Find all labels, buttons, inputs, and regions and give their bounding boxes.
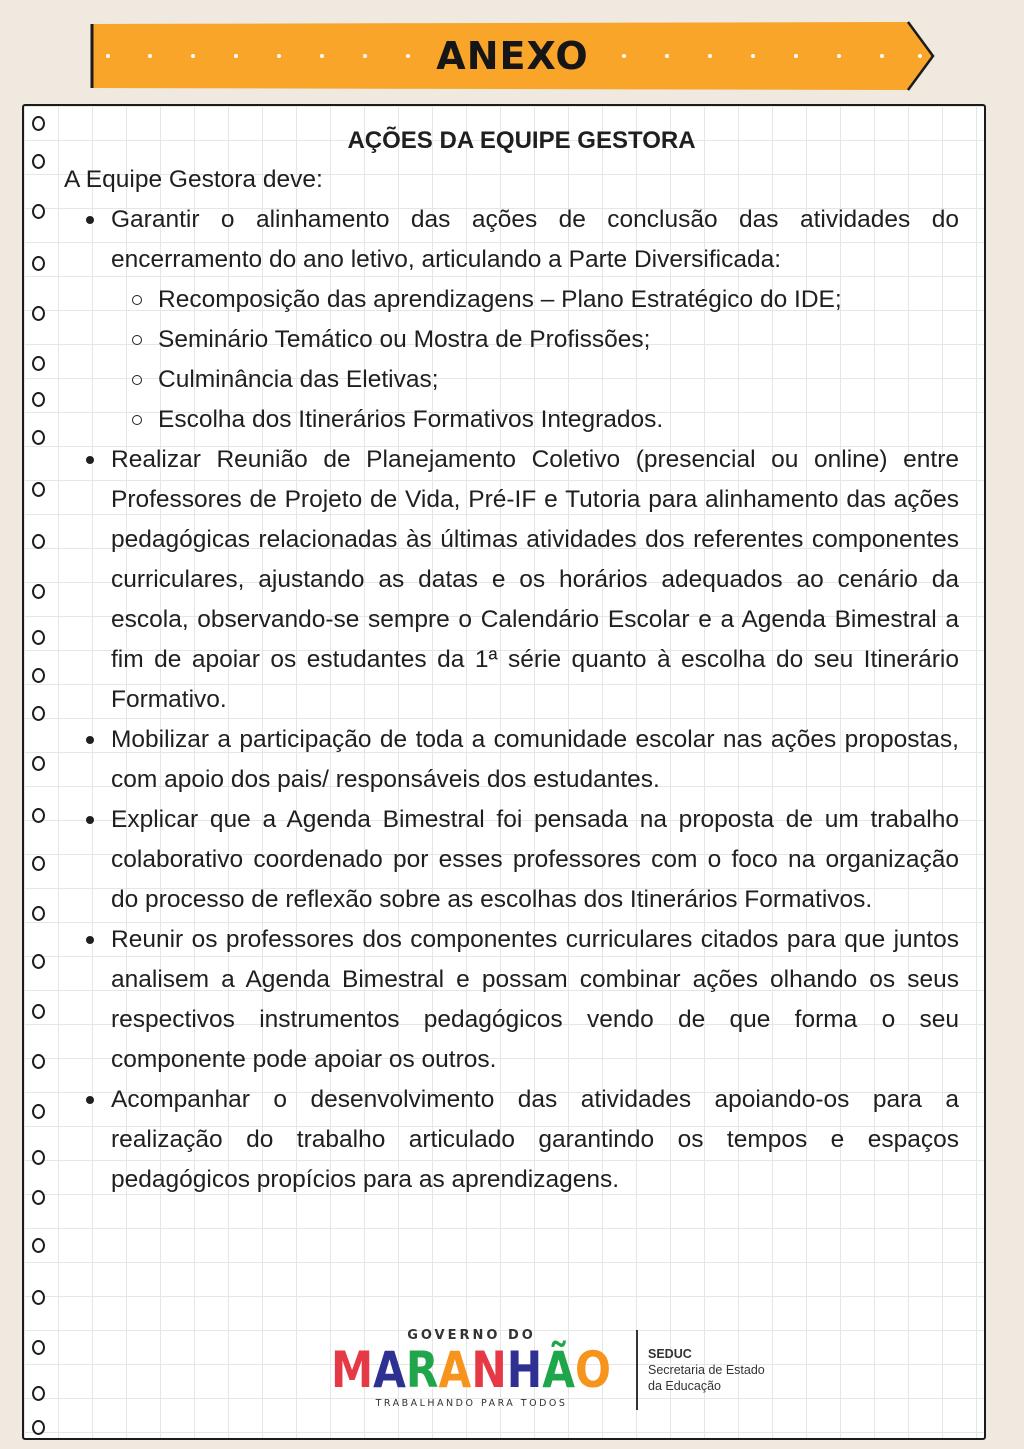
binder-ring-icon: [32, 306, 45, 321]
binder-ring-icon: [32, 1150, 45, 1165]
binder-ring-icon: [32, 482, 45, 497]
sub-list-item: Escolha dos Itinerários Formativos Integrados.: [111, 400, 959, 440]
list-item: [64, 200, 959, 440]
document-intro: A Equipe Gestora deve:: [64, 166, 323, 193]
binder-ring-icon: [32, 392, 45, 407]
binder-ring-icon: [32, 116, 45, 131]
seduc-acronym: SEDUC: [648, 1347, 692, 1361]
binder-ring-icon: [32, 856, 45, 871]
binder-ring-icon: [32, 1004, 45, 1019]
list-item: Realizar Reunião de Planejamento Coletivo (presencial ou online) entre Professores de Projeto de Vida, Pré-IF e Tutoria para alinhamento das ações pedagógicas relacionadas às últimas atividades dos referentes componentes curriculares, ajustando as datas e os horários adequados ao cenário da escola, observando-se sempre o Calendário Escolar e a Agenda Bimestral a fim de apoiar os estudantes da 1ª série quanto à escolha do seu Itinerário Formativo.: [64, 440, 959, 720]
binder-ring-icon: [32, 808, 45, 823]
seduc-label: [648, 1346, 765, 1394]
binder-ring-icon: [32, 1340, 45, 1355]
list-item: Mobilizar a participação de toda a comunidade escolar nas ações propostas, com apoio dos pais/ responsáveis dos estudantes.: [64, 720, 959, 800]
binder-ring-icon: [32, 584, 45, 599]
sub-list-item: Seminário Temático ou Mostra de Profissões;: [111, 320, 959, 360]
maranhao-wordmark: [330, 1340, 618, 1399]
document-title: AÇÕES DA EQUIPE GESTORA: [347, 127, 696, 154]
wordmark-letter: M: [331, 1341, 381, 1399]
binder-ring-icon: [32, 1104, 45, 1119]
wordmark-letter: A: [438, 1341, 478, 1399]
binder-ring-icon: [32, 1190, 45, 1205]
wordmark-letter: R: [405, 1341, 445, 1399]
bullet-list: [64, 200, 959, 1200]
binder-ring-icon: [32, 256, 45, 271]
binder-ring-icon: [32, 430, 45, 445]
logo-top-text: GOVERNO DO: [407, 1328, 536, 1343]
binder-ring-icon: [32, 1386, 45, 1401]
binder-ring-icon: [32, 204, 45, 219]
binder-ring-icon: [32, 1290, 45, 1305]
binder-ring-icon: [32, 954, 45, 969]
list-item: Acompanhar o desenvolvimento das atividades apoiando-os para a realização do trabalho articulado garantindo os tempos e espaços pedagógicos propícios para as aprendizagens.: [64, 1080, 959, 1200]
sub-list: [111, 280, 959, 440]
wordmark-letter: H: [506, 1341, 549, 1399]
wordmark-letter: Ã: [542, 1341, 581, 1399]
binder-ring-icon: [32, 630, 45, 645]
notebook-rings: [32, 110, 56, 1440]
document-body: [64, 122, 959, 1200]
binder-ring-icon: [32, 1238, 45, 1253]
logo-slogan: TRABALHANDO PARA TODOS: [375, 1398, 568, 1409]
list-item: Explicar que a Agenda Bimestral foi pensada na proposta de um trabalho colaborativo coordenado por esses professores com o foco na organização do processo de reflexão sobre as escolhas dos Itinerários Formativos.: [64, 800, 959, 920]
binder-ring-icon: [32, 756, 45, 771]
wordmark-letter: N: [471, 1341, 514, 1399]
list-item-text: Garantir o alinhamento das ações de conclusão das atividades do encerramento do ano letivo, articulando a Parte Diversificada:: [111, 206, 959, 273]
seduc-line-2: da Educação: [648, 1379, 721, 1393]
sub-list-item: Recomposição das aprendizagens – Plano Estratégico do IDE;: [111, 280, 959, 320]
binder-ring-icon: [32, 906, 45, 921]
banner-title: ANEXO: [430, 34, 594, 78]
binder-ring-icon: [32, 1054, 45, 1069]
binder-ring-icon: [32, 356, 45, 371]
binder-ring-icon: [32, 1420, 45, 1435]
binder-ring-icon: [32, 706, 45, 721]
logo-divider: [636, 1330, 638, 1410]
binder-ring-icon: [32, 534, 45, 549]
wordmark-letter: O: [574, 1341, 618, 1399]
government-logo: [330, 1326, 790, 1416]
svg-text:MARANHÃO: [331, 1340, 618, 1399]
sub-list-item: Culminância das Eletivas;: [111, 360, 959, 400]
seduc-line-1: Secretaria de Estado: [648, 1363, 765, 1377]
wordmark-letter: A: [373, 1341, 412, 1399]
header-banner: [90, 20, 935, 92]
list-item: Reunir os professores dos componentes curriculares citados para que juntos analisem a Agenda Bimestral e possam combinar ações olhando os seus respectivos instrumentos pedagógicos vendo de que forma o seu componente pode apoiar os outros.: [64, 920, 959, 1080]
binder-ring-icon: [32, 154, 45, 169]
binder-ring-icon: [32, 668, 45, 683]
